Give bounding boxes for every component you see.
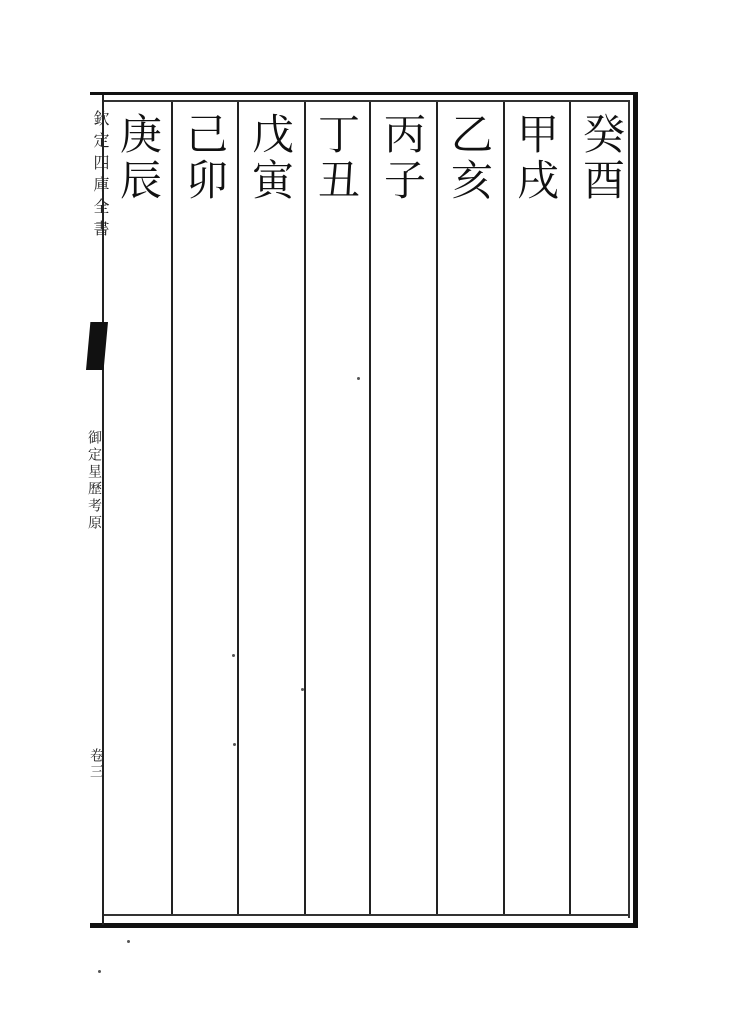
- inner-bottom-rule: [104, 914, 630, 916]
- ink-speck: [127, 940, 130, 943]
- column-rule: [171, 102, 173, 914]
- column-rule: [569, 102, 571, 914]
- column-rule: [237, 102, 239, 914]
- ink-speck: [232, 654, 235, 657]
- column-label: 庚辰: [114, 112, 163, 204]
- column-label: 己卯: [180, 112, 229, 204]
- column-label: 戊寅: [246, 112, 295, 204]
- column-label: 甲戌: [511, 112, 560, 204]
- column-rule: [503, 102, 505, 914]
- spine-page-number: 卷三: [88, 748, 104, 780]
- spine-subtitle: 御定星歷考原: [86, 430, 102, 532]
- column-label: 丙子: [378, 112, 427, 204]
- column-label: 乙亥: [445, 112, 494, 204]
- column-label: 癸酉: [577, 112, 626, 204]
- ink-speck: [233, 743, 236, 746]
- column-rule: [369, 102, 371, 914]
- column-label: 丁丑: [312, 112, 361, 204]
- inner-top-rule: [104, 100, 630, 102]
- ink-speck: [98, 970, 101, 973]
- ink-speck: [301, 688, 304, 691]
- column-rule: [304, 102, 306, 914]
- column-rule: [436, 102, 438, 914]
- spine-title: 欽定四庫全書: [91, 110, 110, 242]
- ink-speck: [357, 377, 360, 380]
- inner-right-rule: [628, 100, 630, 918]
